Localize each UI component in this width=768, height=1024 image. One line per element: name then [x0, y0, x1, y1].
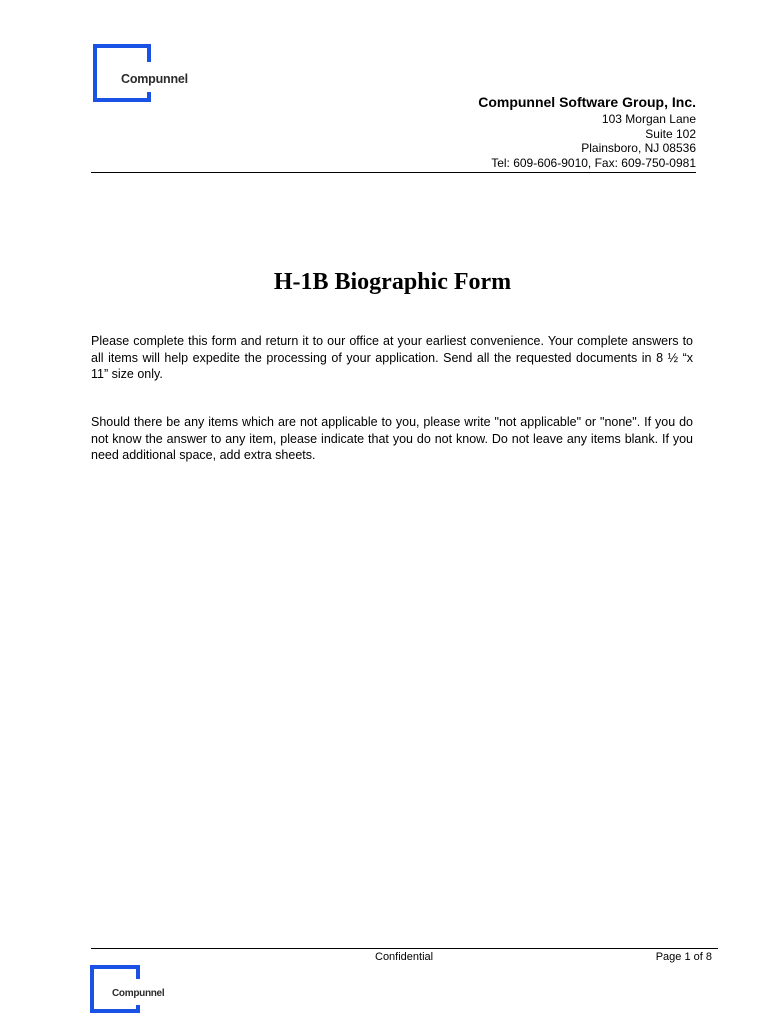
instructions-paragraph-1: Please complete this form and return it to our office at your earliest convenience. Your complete answers to all items will help expedite the processing of your application. Send all the requested documents in 8 ½ “x 11” size only. — [91, 334, 693, 381]
compunnel-logo — [93, 44, 189, 110]
footer-confidential-label: Confidential — [375, 951, 434, 963]
address-city: Plainsboro, NJ 08536 — [581, 141, 696, 155]
address-street: 103 Morgan Lane — [601, 112, 696, 126]
header-divider — [91, 172, 696, 173]
instructions-paragraph-2: Should there be any items which are not applicable to you, please write "not applicable" or "none". If you do not know the answer to any item, please indicate that you do not know. Do not leave any items blank. If you need additional space, add extra sheets. — [91, 415, 693, 462]
footer-compunnel-logo — [90, 965, 170, 1017]
footer-logo-wordmark: Compunnel — [112, 988, 165, 999]
footer-page-number: Page 1 of 8 — [655, 951, 712, 963]
company-address-block — [478, 93, 696, 170]
logo-wordmark: Compunnel — [121, 72, 188, 86]
address-phone-fax: Tel: 609-606-9010, Fax: 609-750-0981 — [491, 155, 696, 170]
footer-divider — [91, 948, 718, 949]
company-name: Compunnel Software Group, Inc. — [478, 94, 696, 110]
document-title: H-1B Biographic Form — [273, 269, 512, 295]
address-suite: Suite 102 — [645, 126, 696, 141]
